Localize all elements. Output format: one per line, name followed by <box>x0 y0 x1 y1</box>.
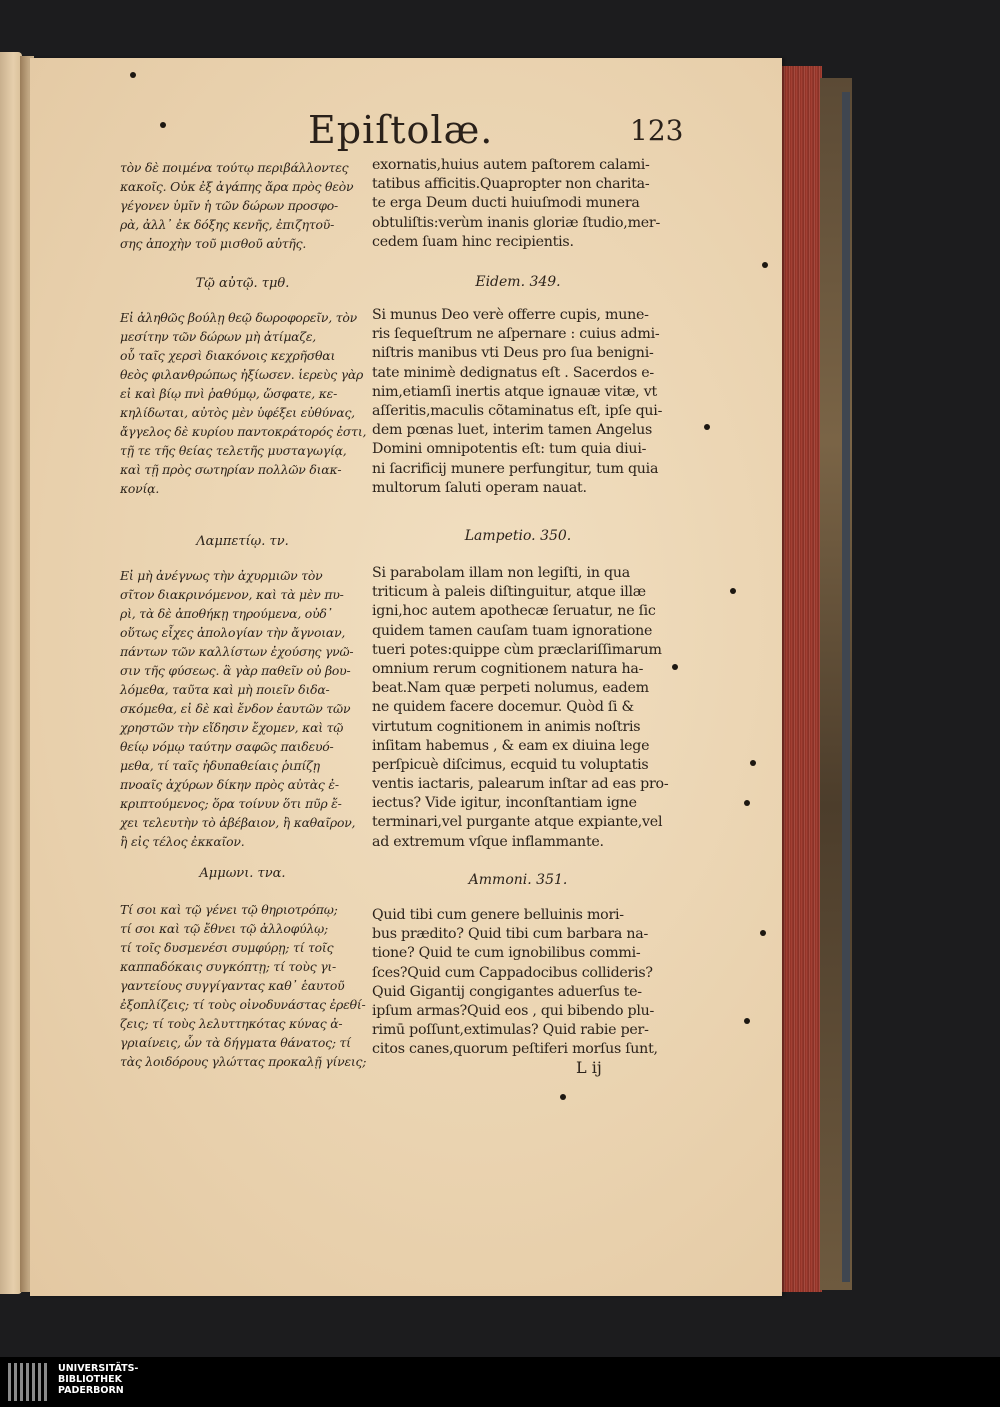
binding-dot <box>762 262 768 268</box>
latin-letter-title: Eidem. 349. <box>475 274 561 290</box>
latin-text-block-4: Quid tibi cum genere belluinis mori- bus prædito? Quid tibi cum barbara na- tione? Quid te cum ignobilibus commi- ſces?Quid cum Cappadocibus collideris? Quid Gigantij congigantes aduerſus te- ipſum armas?Quid eos , qui bibendo plu- rimū poſſunt,extimulas? Quid rabie per- citos canes,quorum peſtiferi morſus ſunt, <box>372 907 658 1058</box>
greek-letter-title: Τῷ αὐτῷ. τμθ. <box>195 276 290 291</box>
binding-dot <box>672 664 678 670</box>
binding-dot <box>160 122 166 128</box>
greek-text-block-1: τὸν δὲ ποιμένα τούτῳ περιβάλλοντες κακοῖς. Οὐκ ἐξ ἀγάπης ἄρα πρὸς θεὸν γέγονεν ὑμῖν ἡ τῶν δώρων προσφο- ρὰ, ἀλλ᾽ ἐκ δόξης κενῆς, ἐπιζητοῦ- σης ἀποχὴν τοῦ μισθοῦ αὐτῆς. <box>120 160 354 251</box>
latin-text-block-3: Si parabolam illam non legiſti, in qua triticum à paleis diſtinguitur, atque illæ igni,hoc autem apothecæ ſeruatur, ne ſic quidem tamen cauſam tuam ignoratione tueri potes:quippe cùm præclariſſimarum omnium rerum cognitionem natura ha- beat.Nam quæ perpeti nolumus, eadem ne quidem facere docemur. Quòd ſi & virtutum cognitionem in animis noſtris inſitam habemus , & eam ex diuina lege perſpicuè diſcimus, ecquid tu voluptatis ventis iactaris, palearum inſtar ad eas pro- iectus? Vide igitur, inconſtantiam igne terminari,vel purgante atque expiante,vel ad extremum vſque inflammante. <box>372 565 669 850</box>
binding-dot <box>560 1094 566 1100</box>
binding-dot <box>744 800 750 806</box>
greek-letter-title: Λαμπετίῳ. τν. <box>196 534 289 549</box>
greek-text-block-4: Τί σοι καὶ τῷ γένει τῷ θηριοτρόπῳ; τί σοι καὶ τῷ ἔθνει τῷ ἀλλοφύλῳ; τί τοῖς δυσμενέσι συμφύρῃ; τί τοῖς καππαδόκαις συγκόπτῃ; τί τοὺς γι- γαντείους συγγίγαντας καθ᾽ ἑαυτοῦ ἐξοπλίζεις; τί τοὺς οἰνοδυνάστας ἐρεθί- ζεις; τί τοὺς λελυττηκότας κύνας ἀ- γριαίνεις, ὧν τὰ δήγματα θάνατος; τί τὰς λοιδόρους γλώττας προκαλῇ γίνεις; <box>120 902 367 1069</box>
signature-mark: L ij <box>576 1058 602 1077</box>
binding-dot <box>760 930 766 936</box>
binding-dot <box>130 72 136 78</box>
binding-dot <box>750 760 756 766</box>
binding-dot <box>730 588 736 594</box>
greek-text-block-2: Εἰ ἀληθῶς βούλῃ θεῷ δωροφορεῖν, τὸν μεσίτην τῶν δώρων μὴ ἀτίμαζε, οὗ ταῖς χερσὶ διακόνοις κεχρῆσθαι θεὸς φιλανθρώπως ἠξίωσεν. ἱερεὺς γὰρ εἰ καὶ βίῳ πνὶ ῥαθύμῳ, ὥσφατε, κε- κηλίδωται, αὐτὸς μὲν ὑφέξει εὐθύνας, ἄγγελος δὲ κυρίου παντοκράτορός ἐστι, τῇ τε τῆς θείας τελετῆς μυσταγωγίᾳ, καὶ τῇ πρὸς σωτηρίαν πολλῶν διακ- κονίᾳ. <box>120 310 367 496</box>
greek-letter-title: Αμμωνι. τνα. <box>199 866 286 881</box>
binding-dot <box>704 424 710 430</box>
latin-letter-title: Lampetio. 350. <box>464 528 572 544</box>
latin-text-block-2: Si munus Deo verè offerre cupis, mune- ris ſequeſtrum ne aſpernare : cuius admi- niſtris manibus vti Deus pro ſua benigni- tate minimè dedignatus eſt . Sacerdos e- nim,etiamſi inertis atque ignauæ vitæ, vt aſſeritis,maculis cõtaminatus eſt, ipſe qui- dem pœnas luet, interim tamen Angelus Domini omnipotentis eſt: tum quia diui- ni ſacrificij munere perfungitur, tum quia multorum ſaluti operam nauat. <box>372 307 663 496</box>
left-page-edge <box>0 52 22 1294</box>
page-number: 123 <box>630 114 684 147</box>
greek-text-block-3: Εἰ μὴ ἀνέγνως τὴν ἀχυρμιῶν τὸν σῖτον διακρινόμενον, καὶ τὰ μὲν πυ- ρὶ, τὰ δὲ ἀποθήκῃ τηρούμενα, οὐδ᾽ οὕτως εἶχες ἀπολογίαν τὴν ἄγνοιαν, πάντων τῶν καλλίστων ἐχούσης γνῶ- σιν τῆς φύσεως. ἃ γὰρ παθεῖν οὐ βου- λόμεθα, ταῦτα καὶ μὴ ποιεῖν διδα- σκόμεθα, εἰ δὲ καὶ ἔνδον ἑαυτῶν τῶν χρηστῶν τὴν εἴδησιν ἔχομεν, καὶ τῷ θείῳ νόμῳ ταύτην σαφῶς παιδευό- μεθα, τί ταῖς ἡδυπαθείαις ῥιπίζῃ πνοαῖς ἀχύρων δίκην πρὸς αὐτὰς ἐ- κριπτούμενος; ὅρα τοίνυν ὅτι πῦρ ἔ- χει τελευτὴν τὸ ἀβέβαιον, ἢ καθαῖρον, ἢ εἰς τέλος ἐκκαῖον. <box>120 568 356 849</box>
library-logo-icon <box>8 1363 48 1401</box>
latin-text-block-1: exornatis,huius autem paſtorem calami- tatibus afficitis.Quapropter non charita- te erga Deum ducti huiuſmodi munera obtuliſtis:verùm inanis gloriæ ſtudio,mer- cedem ſuam hinc recipientis. <box>372 157 660 250</box>
binding-dot <box>744 1018 750 1024</box>
red-page-edges <box>780 66 822 1292</box>
cover-edge-shadow <box>842 92 850 1282</box>
latin-letter-title: Ammoni. 351. <box>468 872 568 888</box>
running-header: Epiſtolæ. <box>308 108 494 152</box>
library-footer-bar <box>0 1357 1000 1407</box>
library-logo-text: UNIVERSITÄTS- BIBLIOTHEK PADERBORN <box>58 1363 139 1396</box>
